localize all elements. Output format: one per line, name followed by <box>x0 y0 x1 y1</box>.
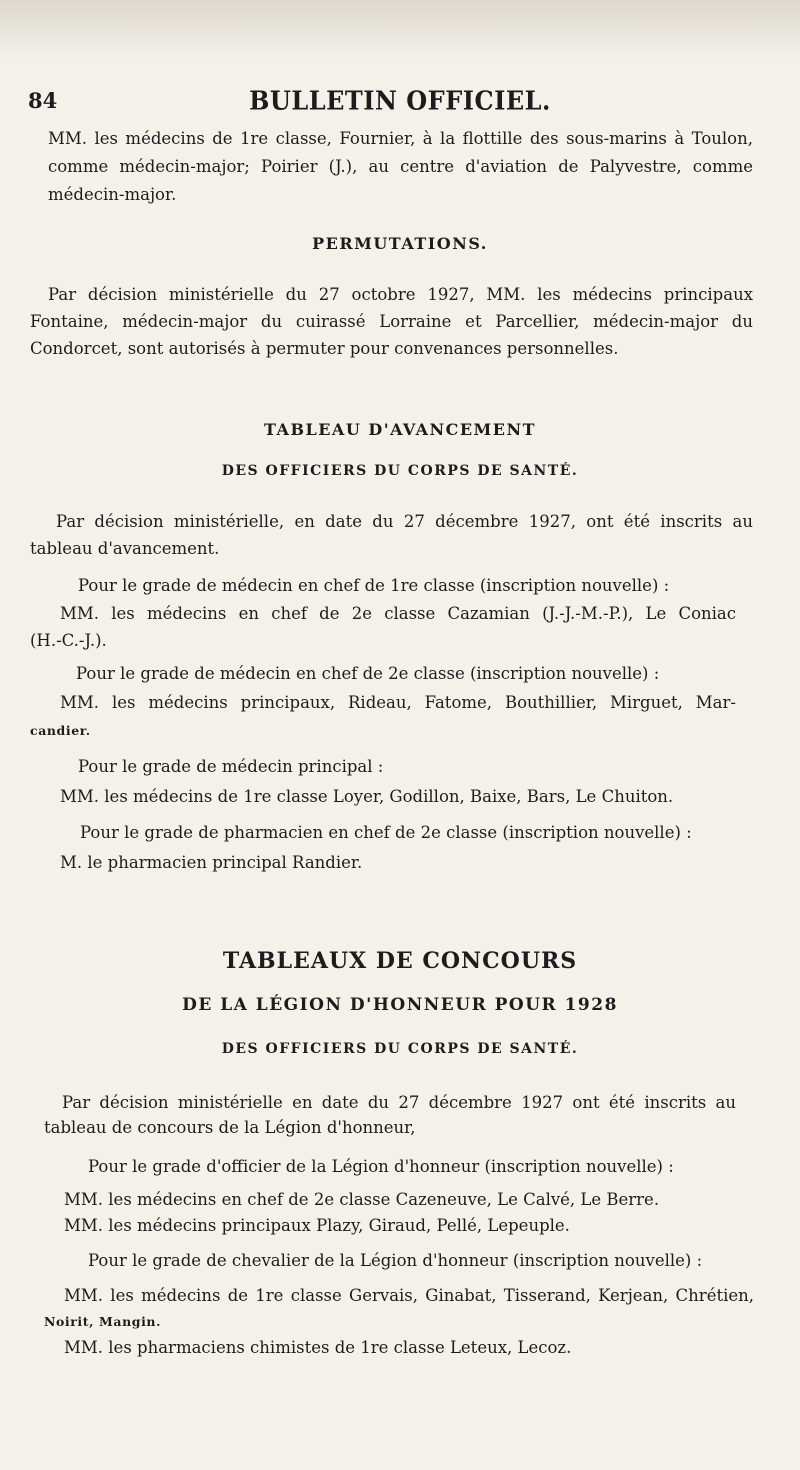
intro-line-3: médecin-major. <box>48 185 177 204</box>
chevalier-line-3: MM. les pharmaciens chimistes de 1re classe Leteux, Lecoz. <box>64 1338 572 1357</box>
grade1-line-1: MM. les médecins en chef de 2e classe Cazamian (J.-J.-M.-P.), Le Coniac <box>60 604 736 623</box>
section-subheading-avancement: DES OFFICIERS DU CORPS DE SANTÉ. <box>221 463 579 479</box>
running-head: BULLETIN OFFICIEL. <box>249 84 551 117</box>
grade1-title: Pour le grade de médecin en chef de 1re classe (inscription nouvelle) : <box>78 576 670 595</box>
grade3-title: Pour le grade de médecin principal : <box>78 757 384 776</box>
section-heading-permutations: PERMUTATIONS. <box>312 234 488 253</box>
grade1-line-2: (H.-C.-J.). <box>30 631 107 650</box>
intro-line-2: comme médecin-major; Poirier (J.), au centre d'aviation de Palyvestre, comme <box>48 157 753 176</box>
chevalier-title: Pour le grade de chevalier de la Légion d'honneur (inscription nouvelle) : <box>88 1251 703 1270</box>
section-subheading-legion: DE LA LÉGION D'HONNEUR POUR 1928 <box>182 995 618 1015</box>
grade4-title: Pour le grade de pharmacien en chef de 2e classe (inscription nouvelle) : <box>80 823 692 842</box>
permutations-line-3: Condorcet, sont autorisés à permuter pour convenances personnelles. <box>30 339 619 358</box>
grade3-line-1: MM. les médecins de 1re classe Loyer, Godillon, Baixe, Bars, Le Chuiton. <box>60 787 674 806</box>
concours-intro-line-2: tableau de concours de la Légion d'honneur, <box>44 1118 416 1137</box>
officier-line-2: MM. les médecins principaux Plazy, Giraud, Pellé, Lepeuple. <box>64 1216 570 1235</box>
section-subheading-corps: DES OFFICIERS DU CORPS DE SANTÉ. <box>221 1041 579 1057</box>
grade2-title: Pour le grade de médecin en chef de 2e classe (inscription nouvelle) : <box>76 664 660 683</box>
chevalier-line-2: Noirit, Mangin. <box>44 1314 162 1329</box>
scan-edge <box>0 0 800 60</box>
grade2-line-1: MM. les médecins principaux, Rideau, Fatome, Bouthillier, Mirguet, Mar- <box>60 693 736 712</box>
concours-intro-line-1: Par décision ministérielle en date du 27 décembre 1927 ont été inscrits au <box>62 1093 736 1112</box>
avancement-intro-line-2: tableau d'avancement. <box>30 539 220 558</box>
section-heading-concours: TABLEAUX DE CONCOURS <box>222 948 578 974</box>
officier-line-1: MM. les médecins en chef de 2e classe Cazeneuve, Le Calvé, Le Berre. <box>64 1190 660 1209</box>
grade4-line-1: M. le pharmacien principal Randier. <box>60 853 363 872</box>
grade2-line-2: candier. <box>30 723 91 738</box>
avancement-intro-line-1: Par décision ministérielle, en date du 27 décembre 1927, ont été inscrits au <box>56 512 753 531</box>
section-heading-avancement: TABLEAU D'AVANCEMENT <box>264 420 536 439</box>
officier-title: Pour le grade d'officier de la Légion d'honneur (inscription nouvelle) : <box>88 1157 674 1176</box>
page-number: 84 <box>28 88 58 113</box>
permutations-line-1: Par décision ministérielle du 27 octobre 1927, MM. les médecins principaux <box>48 285 753 304</box>
chevalier-line-1: MM. les médecins de 1re classe Gervais, Ginabat, Tisserand, Kerjean, Chrétien, <box>64 1286 754 1305</box>
intro-line-1: MM. les médecins de 1re classe, Fournier, à la flottille des sous-marins à Toulon, <box>48 129 753 148</box>
permutations-line-2: Fontaine, médecin-major du cuirassé Lorraine et Parcellier, médecin-major du <box>30 312 753 331</box>
